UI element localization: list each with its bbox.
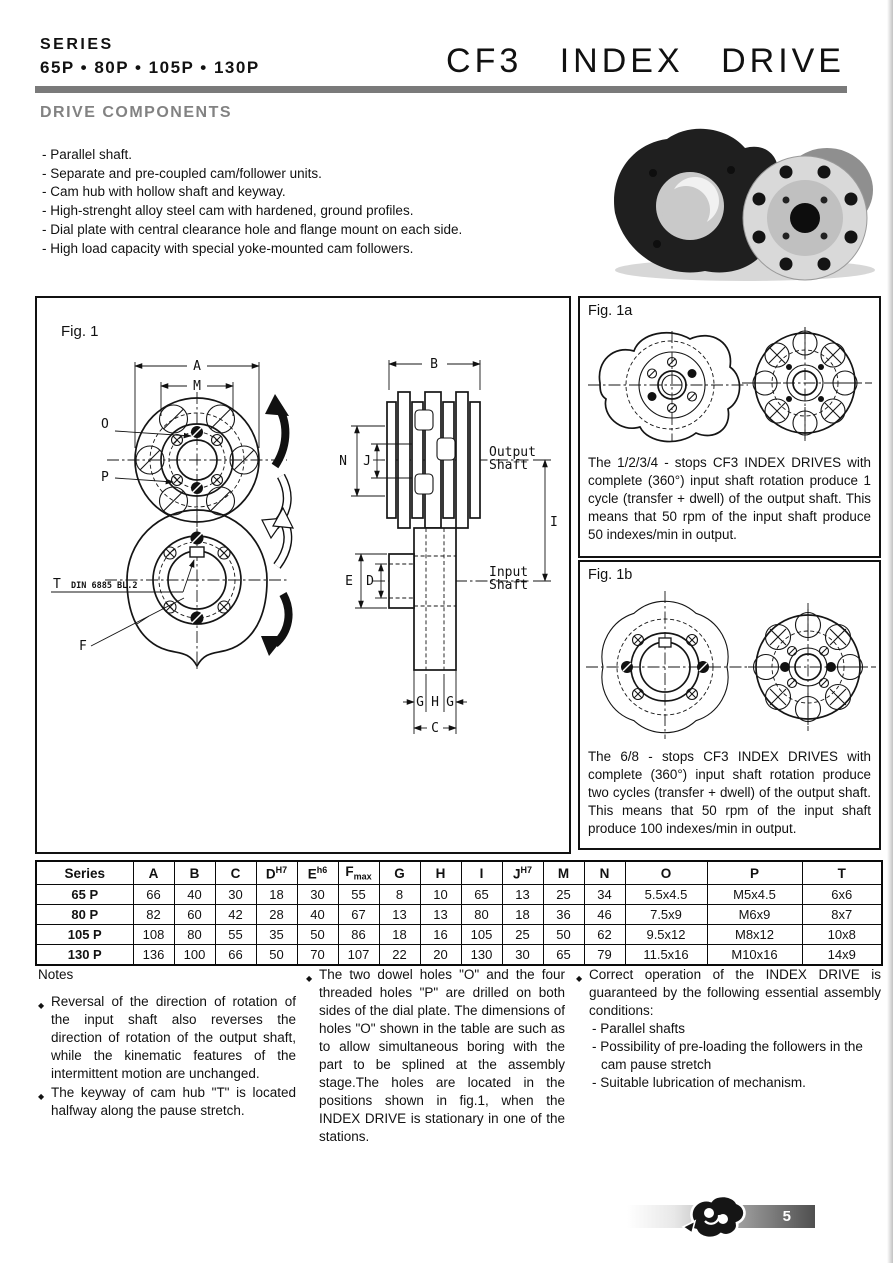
table-cell: 105 (461, 925, 502, 945)
feature-item: - Separate and pre-coupled cam/follower units. (42, 165, 322, 181)
table-cell: 40 (297, 905, 338, 925)
table-cell: 18 (502, 905, 543, 925)
fig1b-label: Fig. 1b (588, 567, 633, 583)
output-shaft-label: Output (489, 445, 536, 460)
dim-P: P (101, 470, 109, 485)
fig1a-drawing (580, 319, 879, 447)
table-cell: M5x4.5 (707, 885, 802, 905)
dim-M: M (193, 379, 201, 394)
table-cell: 70 (297, 945, 338, 966)
series-cell: 80 P (36, 905, 133, 925)
table-cell: 13 (502, 885, 543, 905)
features-list (42, 146, 582, 258)
table-cell: 22 (379, 945, 420, 966)
table-cell: 55 (215, 925, 256, 945)
table-row (36, 905, 882, 925)
table-cell: 67 (338, 905, 379, 925)
table-header-cell: $D^{H7}$ (256, 861, 297, 885)
fig1-label: Fig. 1 (61, 323, 99, 340)
table-header-cell: C (215, 861, 256, 885)
dim-N: N (339, 454, 347, 469)
feature-item: - Cam hub with hollow shaft and keyway. (42, 184, 286, 200)
table-header-cell: Series (36, 861, 133, 885)
notes-col2-items (306, 966, 565, 1146)
feature-item: - Dial plate with central clearance hole and flange mount on each side. (42, 221, 463, 237)
table-header-cell: T (802, 861, 882, 885)
table-cell: 136 (133, 945, 174, 966)
table-cell: 20 (420, 945, 461, 966)
table-header-cell: $F_{max}$ (338, 861, 379, 885)
table-cell: 35 (256, 925, 297, 945)
table-cell: M6x9 (707, 905, 802, 925)
fig1b-drawing (580, 583, 879, 741)
table-cell: 6x6 (802, 885, 882, 905)
input-shaft-label2: Shaft (489, 578, 529, 593)
feature-item: - Parallel shaft. (42, 147, 133, 162)
table-header-cell: N (584, 861, 625, 885)
table-cell: 18 (256, 885, 297, 905)
table-cell: 28 (256, 905, 297, 925)
din-spec: DIN 6885 BL.2 (71, 581, 138, 591)
note-item (576, 966, 881, 1092)
series-cell: 130 P (36, 945, 133, 966)
table-header-cell: $J^{H7}$ (502, 861, 543, 885)
housing-hole (653, 240, 661, 248)
table-cell: 50 (297, 925, 338, 945)
bolt-hole (845, 193, 858, 206)
dim-D: D (366, 574, 374, 589)
bolt-hole (753, 231, 766, 244)
note-text: The two dowel holes "O" and the four threaded holes "P" are drilled on both sides of the dial plate. The dimensions of holes "O" shown in the table are such as to allow simultaneous boring with the part to be splined at the assembly stage.The holes are located in the positions shown in fig.1, when the INDEX DRIVE is stationary in one of the stations. (319, 967, 565, 1144)
fig1b-box (578, 560, 881, 850)
notes-column-2 (306, 966, 565, 1147)
table-cell: 8x7 (802, 905, 882, 925)
series-cell: 105 P (36, 925, 133, 945)
section-heading: DRIVE COMPONENTS (40, 104, 233, 121)
small-hole (821, 197, 828, 204)
header-rule (35, 86, 847, 93)
bolt-hole (780, 166, 793, 179)
page-title: CF3 INDEX DRIVE (446, 42, 845, 80)
table-cell: 100 (174, 945, 215, 966)
table-cell: 25 (502, 925, 543, 945)
series-cell: 65 P (36, 885, 133, 905)
dim-C: C (431, 721, 439, 736)
table-cell: 10x8 (802, 925, 882, 945)
dim-G: G (416, 695, 424, 710)
brand-logo-icon (679, 1191, 753, 1241)
table-cell: 34 (584, 885, 625, 905)
bolt-hole (780, 258, 793, 271)
table-cell: 36 (543, 905, 584, 925)
table-cell: 13 (420, 905, 461, 925)
feature-item: - High load capacity with special yoke-mounted cam followers. (42, 240, 414, 256)
table-cell: 107 (338, 945, 379, 966)
input-shaft-label: Input (489, 565, 529, 580)
table-cell: 66 (215, 945, 256, 966)
note-bullet-icon: ◆ (576, 974, 583, 983)
small-hole (821, 233, 828, 240)
fig1b-caption: The 6/8 - stops CF3 INDEX DRIVES with complete (360°) input shaft rotation produce two cycles (transfer + dwell) of the output shaft. This means that 50 rpm of the input shaft produce 100 indexes/min in output. (588, 749, 871, 836)
table-cell: 18 (379, 925, 420, 945)
note-intro: Correct operation of the INDEX DRIVE is guaranteed by the following essential assembly conditions: (589, 967, 881, 1018)
table-cell: 30 (297, 885, 338, 905)
table-header-cell: P (707, 861, 802, 885)
table-cell: 130 (461, 945, 502, 966)
note-bullet-icon: ◆ (38, 1092, 45, 1101)
notes-column-1 (38, 966, 296, 1121)
table-header-row (36, 861, 882, 885)
table-cell: 9.5x12 (625, 925, 707, 945)
assembly-condition: - Parallel shafts (592, 1021, 686, 1036)
table-cell: M10x16 (707, 945, 802, 966)
fig1-cam-front (51, 508, 293, 670)
table-row (36, 885, 882, 905)
product-photo (595, 118, 882, 288)
table-header-cell: H (420, 861, 461, 885)
table-cell: 79 (584, 945, 625, 966)
note-item (38, 993, 296, 1083)
dim-G2: G (446, 695, 454, 710)
dim-J: J (363, 454, 371, 469)
table-header-cell: $E^{h6}$ (297, 861, 338, 885)
assembly-condition: - Possibility of pre-loading the followers in the cam pause stretch (592, 1039, 863, 1072)
table-cell: 82 (133, 905, 174, 925)
table-row (36, 925, 882, 945)
dim-I: I (550, 515, 558, 530)
table-cell: 30 (215, 885, 256, 905)
housing-hole (727, 166, 735, 174)
page-number: 5 (782, 1208, 791, 1225)
table-cell: 10 (420, 885, 461, 905)
table-header-cell: A (133, 861, 174, 885)
table-cell: 80 (461, 905, 502, 925)
note-bullet-icon: ◆ (38, 1001, 45, 1010)
table-cell: 65 (461, 885, 502, 905)
fig1-drawing (37, 298, 569, 852)
table-cell: 66 (133, 885, 174, 905)
table-cell: 55 (338, 885, 379, 905)
table-cell: 7.5x9 (625, 905, 707, 925)
table-header-cell: I (461, 861, 502, 885)
table-cell: 108 (133, 925, 174, 945)
bore-shade (662, 186, 710, 234)
fig1-side-view (339, 357, 558, 736)
table-cell: 50 (543, 925, 584, 945)
table-cell: 30 (502, 945, 543, 966)
output-shaft-label2: Shaft (489, 458, 529, 473)
table-header-cell: O (625, 861, 707, 885)
table-row (36, 945, 882, 966)
dim-B: B (430, 357, 438, 372)
dim-E: E (345, 574, 353, 589)
table-cell: M8x12 (707, 925, 802, 945)
housing-hole (649, 169, 657, 177)
bolt-hole (818, 166, 831, 179)
fig1-dial-plate-front (101, 359, 289, 538)
dimensions-table (35, 860, 883, 966)
note-item (306, 966, 565, 1146)
notes-col1-items (38, 993, 296, 1120)
small-hole (783, 197, 790, 204)
fig1a-label: Fig. 1a (588, 303, 633, 319)
table-cell: 86 (338, 925, 379, 945)
table-cell: 42 (215, 905, 256, 925)
table-header-cell: G (379, 861, 420, 885)
series-models: 65P • 80P • 105P • 130P (40, 58, 260, 77)
note-text: Reversal of the direction of rotation of the input shaft also reverses the direction of rotation of the output shaft, while the kinematic features of the intermittent motion are unchanged. (51, 994, 296, 1081)
note-bullet-icon: ◆ (306, 974, 313, 983)
notes-col3-items (576, 966, 881, 1092)
note-text: The keyway of cam hub "T" is located halfway along the pause stretch. (51, 1085, 296, 1118)
notes-column-3 (576, 966, 881, 1093)
note-item (38, 1084, 296, 1120)
table-cell: 13 (379, 905, 420, 925)
series-label: SERIES (40, 36, 114, 53)
dim-F: F (79, 639, 87, 654)
dim-A: A (193, 359, 201, 374)
feature-item: - High-strenght alloy steel cam with hardened, ground profiles. (42, 203, 414, 219)
dim-O: O (101, 417, 109, 432)
table-cell: 50 (256, 945, 297, 966)
table-cell: 60 (174, 905, 215, 925)
table-header-cell: M (543, 861, 584, 885)
fig1a-box (578, 296, 881, 558)
notes-heading: Notes (38, 967, 74, 982)
bolt-hole (845, 231, 858, 244)
small-hole (783, 233, 790, 240)
assembly-condition: - Suitable lubrication of mechanism. (592, 1075, 806, 1090)
dim-H: H (431, 695, 439, 710)
table-cell: 40 (174, 885, 215, 905)
table-body (36, 885, 882, 966)
table-cell: 14x9 (802, 945, 882, 966)
table-cell: 46 (584, 905, 625, 925)
table-cell: 65 (543, 945, 584, 966)
bolt-hole (753, 193, 766, 206)
table-header-cell: B (174, 861, 215, 885)
table-cell: 5.5x4.5 (625, 885, 707, 905)
fig1-box (35, 296, 571, 854)
table-cell: 11.5x16 (625, 945, 707, 966)
footer-bar (627, 1205, 815, 1228)
table-cell: 16 (420, 925, 461, 945)
table-cell: 25 (543, 885, 584, 905)
fig1a-caption: The 1/2/3/4 - stops CF3 INDEX DRIVES with complete (360°) input shaft rotation produce 1 cycle (transfer + dwell) of the output shaft. This means that 50 rpm of the input shaft produce 50 indexes/min in output. (588, 455, 871, 542)
bolt-hole (818, 258, 831, 271)
table-cell: 8 (379, 885, 420, 905)
table-cell: 62 (584, 925, 625, 945)
table-cell: 80 (174, 925, 215, 945)
dim-T: T (53, 577, 61, 592)
center-bore (790, 203, 820, 233)
scan-edge-artifact (887, 0, 893, 1263)
note-text (589, 966, 881, 1092)
